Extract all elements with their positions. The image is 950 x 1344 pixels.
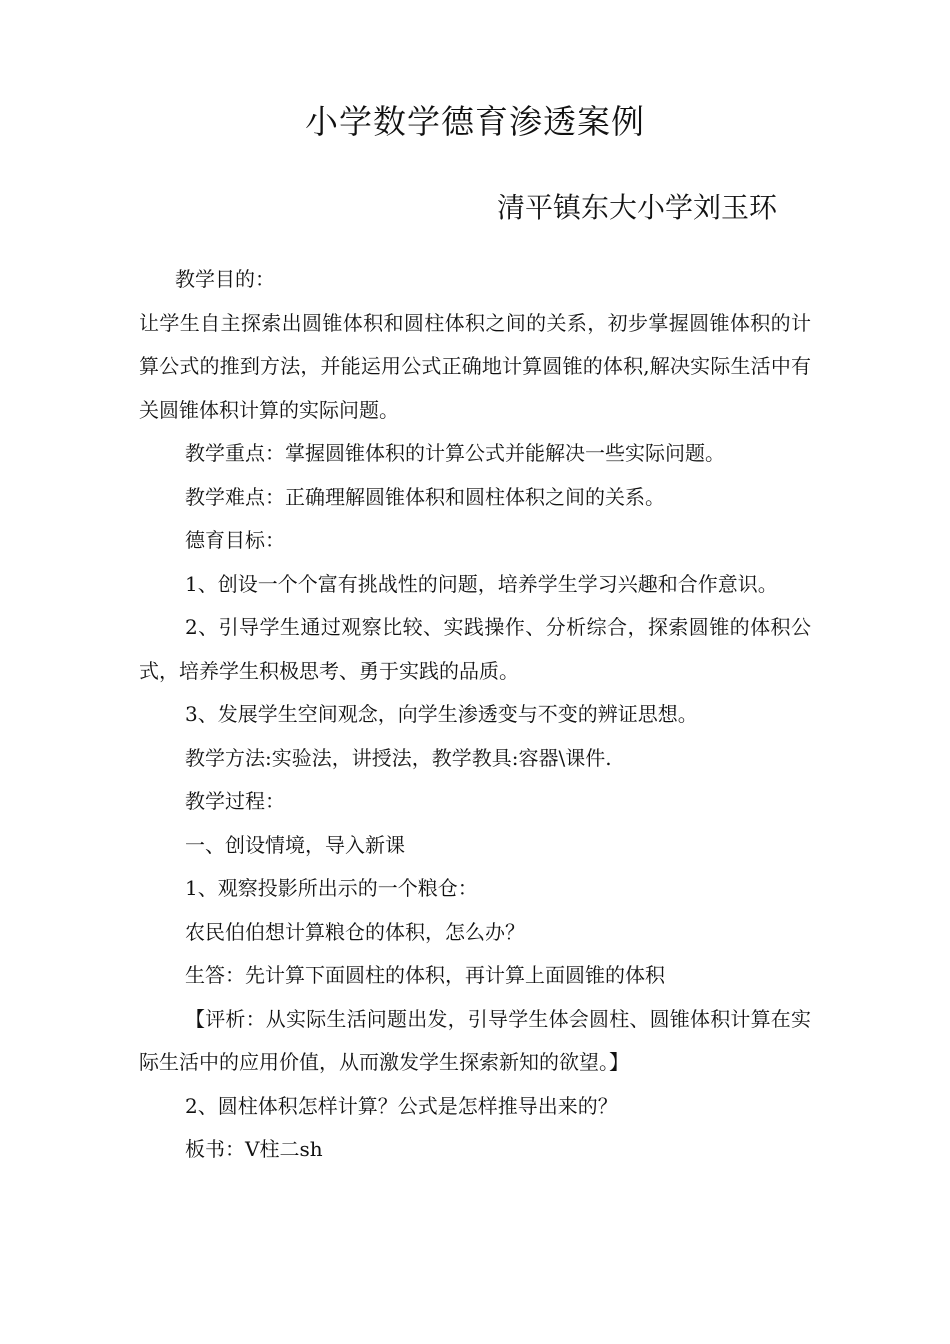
paragraph-difficult-point: 教学难点：正确理解圆锥体积和圆柱体积之间的关系。 xyxy=(185,484,665,509)
paragraph-question: 农民伯伯想计算粮仓的体积，怎么办？ xyxy=(185,919,525,944)
paragraph-board-writing: 板书：V柱二sh xyxy=(185,1137,323,1161)
paragraph-teaching-goal-heading: 教学目的： xyxy=(175,267,275,291)
paragraph-comment: 【评析：从实际生活问题出发，引导学生体会圆柱、圆锥体积计算在实际生活中的应用价值，从而激发学生探索新知的欲望。】 xyxy=(139,1006,811,1074)
paragraph-moral-goal-heading: 德育目标： xyxy=(185,528,285,552)
document-author: 清平镇东大小学刘玉环 xyxy=(497,191,778,224)
paragraph-moral-goal-1: 1、创设一个个富有挑战性的问题，培养学生学习兴趣和合作意识。 xyxy=(185,571,778,596)
paragraph-teaching-method: 教学方法:实验法，讲授法，教学教具:容器\课件. xyxy=(185,745,612,770)
paragraph-student-answer: 生答：先计算下面圆柱的体积，再计算上面圆锥的体积 xyxy=(185,963,665,987)
document-title: 小学数学德育渗透案例 xyxy=(305,102,645,141)
document-body xyxy=(139,258,811,1172)
paragraph-cylinder-question: 2、圆柱体积怎样计算？公式是怎样推导出来的？ xyxy=(185,1093,618,1118)
paragraph-key-point: 教学重点：掌握圆锥体积的计算公式并能解决一些实际问题。 xyxy=(185,441,725,465)
paragraph-moral-goal-3: 3、发展学生空间观念，向学生渗透变与不变的辨证思想。 xyxy=(185,702,698,726)
paragraph-moral-goal-2: 2、引导学生通过观察比较、实践操作、分析综合，探索圆锥的体积公式，培养学生积极思考、勇于实践的品质。 xyxy=(139,615,811,683)
paragraph-teaching-goal: 让学生自主探索出圆锥体积和圆柱体积之间的关系，初步掌握圆锥体积的计算公式的推到方法，并能运用公式正确地计算圆锥的体积,解决实际生活中有关圆锥体积计算的实际问题。 xyxy=(139,310,811,422)
paragraph-section-1-heading: 一、创设情境，导入新课 xyxy=(185,832,405,857)
paragraph-observe: 1、观察投影所出示的一个粮仓： xyxy=(185,876,478,900)
paragraph-teaching-process-heading: 教学过程： xyxy=(185,789,285,813)
